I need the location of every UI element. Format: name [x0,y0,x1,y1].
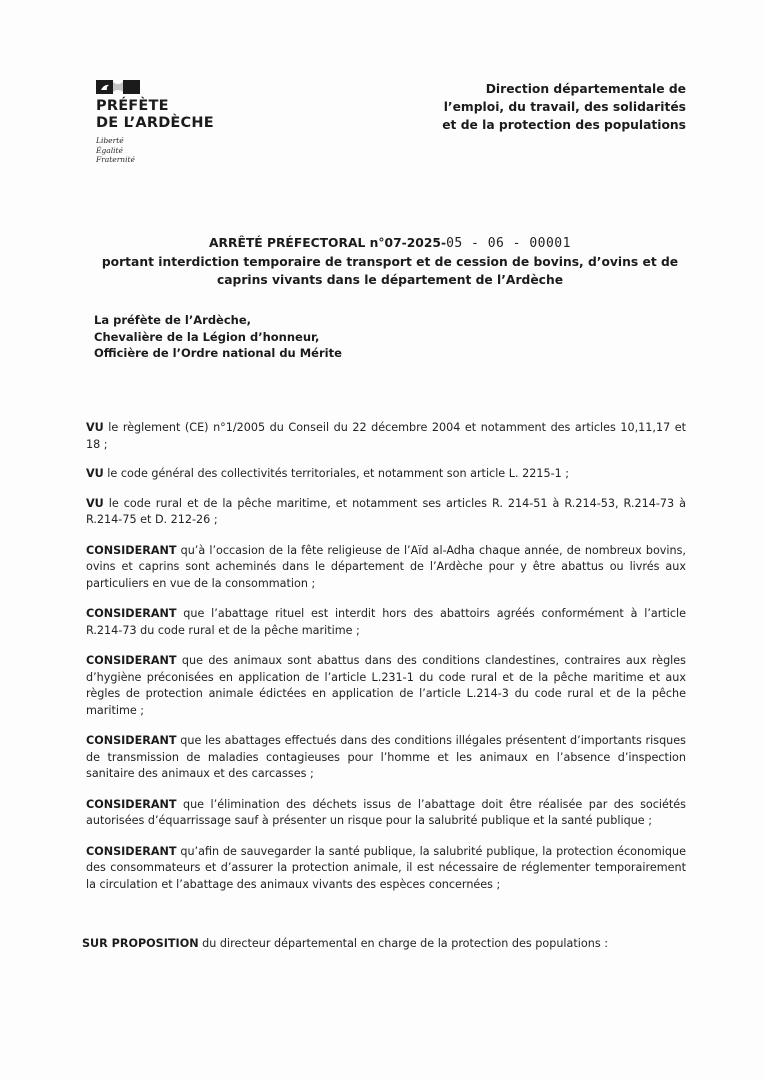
legal-basis-paragraph [86,496,686,529]
decree-subject-line: caprins vivants dans le département de l’Ardèche [216,273,564,287]
paragraph-text: que des animaux sont abattus dans des conditions clandestines, contraires aux règles d’hygiène préconisées en application de l’article L.231-1 du code rural et de la pêche maritime et aux règles de protection animale édictées en application de l’article L.214-3 du code rural et de la pêche maritime ; [86,654,686,717]
direction-line: l’emploi, du travail, des solidarités [443,100,686,114]
motto-line: Fraternité [96,155,135,164]
paragraph-keyword: VU [86,421,104,434]
legal-basis-paragraph [86,466,686,483]
paragraph-text: que l’élimination des déchets issus de l’abattage doit être réalisée par des sociétés autorisées d’équarrissage sauf à présenter un risque pour la salubrité publique et la santé publique ; [86,797,686,827]
motto-line: Liberté [96,136,124,145]
paragraph-text: que les abattages effectués dans des conditions illégales présentent d’importants risques de transmission de maladies contagieuses pour l’homme et les animaux en l’absence d’inspection sanitaire des animaux et des carcasses ; [86,734,686,780]
paragraph-text: le code général des collectivités territoriales, et notamment son article L. 2215-1 ; [103,467,570,480]
proposal-paragraph [82,936,702,952]
prefecture-name-line: PRÉFÈTE [96,98,169,114]
direction-line: Direction départementale de [485,82,686,96]
paragraph-keyword: SUR PROPOSITION [82,937,199,950]
paragraph-keyword: CONSIDERANT [86,543,177,557]
issuing-direction [386,80,686,134]
paragraph-keyword: CONSIDERANT [86,607,177,620]
decree-title [60,234,720,289]
signatory-line: La préfète de l’Ardèche, [94,313,252,327]
paragraph-text: le code rural et de la pêche maritime, et notamment ses articles R. 214-51 à R.214-53, R.214-73 à R.214-75 et D. 212-26 ; [86,496,686,526]
signatory-line: Chevalière de la Légion d’honneur, [94,329,320,344]
prefecture-logo [96,80,256,165]
republic-motto [96,136,256,165]
motto-line: Égalité [96,145,123,155]
paragraph-keyword: VU [86,467,104,480]
paragraph-text: du directeur départemental en charge de la protection des populations : [198,937,608,950]
considerant-paragraph [86,844,686,894]
prefecture-name-line: DE L’ARDÈCHE [96,115,214,131]
handwritten-decree-number: 05 - 06 - 00001 [446,236,571,251]
paragraph-text: que l’abattage rituel est interdit hors des abattoirs agréés conformément à l’article R.214-73 du code rural et de la pêche maritime ; [86,607,686,637]
signatory-line: Officière de l’Ordre national du Mérite [94,346,342,360]
considerant-paragraph [86,797,686,830]
signatory-titles [94,312,494,362]
considerant-paragraph [86,733,686,783]
decree-body [86,420,686,893]
decree-number-prefix: ARRÊTÉ PRÉFECTORAL n°07-2025- [209,236,447,250]
paragraph-keyword: CONSIDERANT [86,734,177,747]
considerant-paragraph [86,606,686,639]
paragraph-keyword: VU [86,496,104,510]
decree-subject-line: portant interdiction temporaire de transport et de cession de bovins, d’ovins et de [101,255,679,269]
paragraph-text: qu’à l’occasion de la fête religieuse de l’Aïd al-Adha chaque année, de nombreux bovins, ovins et caprins sont acheminés dans le département de l’Ardèche pour y être abattus ou livrés aux particuliers en vue de la consommation ; [86,543,686,590]
legal-basis-paragraph [86,420,686,453]
prefecture-name [96,98,256,132]
paragraph-keyword: CONSIDERANT [86,844,177,858]
paragraph-keyword: CONSIDERANT [86,654,177,667]
marianne-logo-icon [96,80,140,94]
direction-line: et de la protection des populations [442,118,686,132]
paragraph-text: qu’afin de sauvegarder la santé publique, la salubrité publique, la protection économique des consommateurs et d’assurer la protection animale, il est nécessaire de réglementer temporairement la circulation et l’abattage des animaux vivants des espèces concernées ; [86,844,686,891]
considerant-paragraph [86,653,686,719]
considerant-paragraph [86,543,686,593]
paragraph-keyword: CONSIDERANT [86,797,177,811]
decree-number-line [60,234,720,253]
paragraph-text: le règlement (CE) n°1/2005 du Conseil du 22 décembre 2004 et notamment des articles 10,11,17 et 18 ; [86,421,686,451]
